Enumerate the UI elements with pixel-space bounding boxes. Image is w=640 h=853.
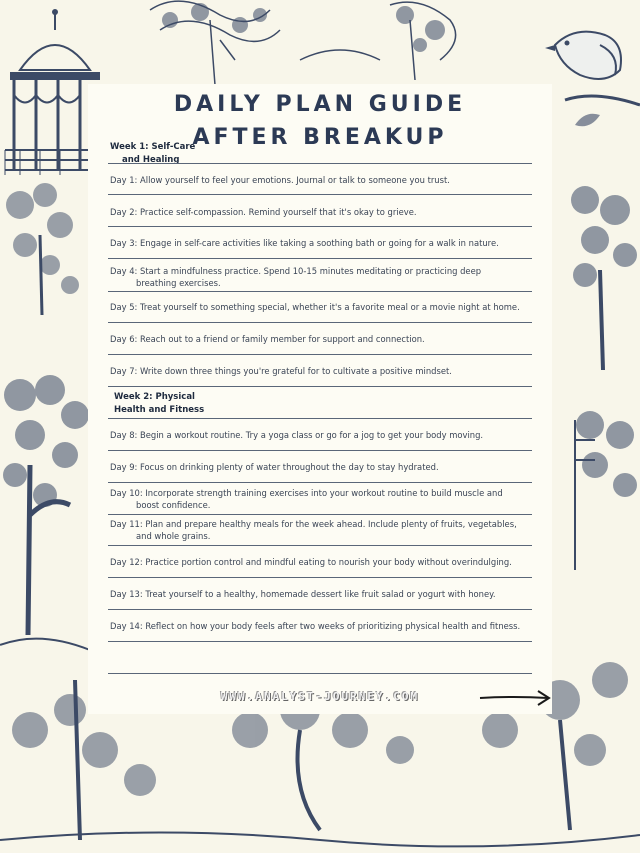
day-item: Day 9: Focus on drinking plenty of water throughout the day to stay hydrated. <box>110 462 439 472</box>
tree-left-top-illustration <box>0 175 90 325</box>
divider <box>108 482 532 483</box>
day-item: Day 13: Treat yourself to a healthy, homemade dessert like fruit salad or yogurt with honey. <box>110 589 496 599</box>
watermark: WWW.ANALYST-JOURNEY.COM <box>220 690 420 703</box>
divider <box>108 194 532 195</box>
divider <box>108 418 532 419</box>
day-item: Day 5: Treat yourself to something special, whether it's a favorite meal or a movie night at home. <box>110 302 520 312</box>
tree-left-middle-illustration <box>0 365 95 665</box>
page-title-line1: DAILY PLAN GUIDE <box>173 92 467 117</box>
divider <box>108 641 532 642</box>
day-item-text: Day 10: Incorporate strength training exercises into your workout routine to build muscle and <box>110 488 503 498</box>
day-item-text: Day 4: Start a mindfulness practice. Spend 10-15 minutes meditating or practicing deep <box>110 266 482 276</box>
tree-top-center-illustration <box>140 0 470 90</box>
week1-heading-line2: and Healing <box>122 155 180 165</box>
divider <box>108 322 532 323</box>
tree-right-top-illustration <box>565 180 640 380</box>
week2-heading-line2: Health and Fitness <box>114 405 205 415</box>
day-item <box>110 518 528 542</box>
week1-heading-line1: Week 1: Self-Care <box>110 142 196 152</box>
day-item: Day 14: Reflect on how your body feels after two weeks of prioritizing physical health and fitness. <box>110 621 521 631</box>
day-item <box>110 265 528 289</box>
divider <box>108 514 532 515</box>
day-item <box>110 487 528 511</box>
divider <box>108 545 532 546</box>
tree-right-middle-illustration <box>565 400 640 580</box>
day-item: Day 1: Allow yourself to feel your emotions. Journal or talk to someone you trust. <box>110 175 450 185</box>
day-item: Day 12: Practice portion control and mindful eating to nourish your body without overindulging. <box>110 557 512 567</box>
day-item-cont: boost confidence. <box>136 500 211 510</box>
divider <box>108 291 532 292</box>
day-item: Day 8: Begin a workout routine. Try a yoga class or go for a jog to get your body moving. <box>110 430 484 440</box>
divider <box>108 609 532 610</box>
page-title-line2: AFTER BREAKUP <box>192 125 448 150</box>
divider <box>108 163 532 164</box>
divider <box>108 450 532 451</box>
divider <box>108 577 532 578</box>
arrow-right-icon <box>478 688 553 713</box>
week2-heading-line1: Week 2: Physical <box>114 392 195 402</box>
day-item-cont: and whole grains. <box>136 531 211 541</box>
day-item: Day 6: Reach out to a friend or family member for support and connection. <box>110 334 425 344</box>
divider <box>108 258 532 259</box>
day-item: Day 2: Practice self-compassion. Remind yourself that it's okay to grieve. <box>110 207 417 217</box>
divider <box>108 386 532 387</box>
divider <box>108 673 532 674</box>
day-item-text: Day 11: Plan and prepare healthy meals for the week ahead. Include plenty of fruits, vegetables, <box>110 519 517 529</box>
divider <box>108 354 532 355</box>
day-item-cont: breathing exercises. <box>136 278 221 288</box>
divider <box>108 226 532 227</box>
bird-on-branch-illustration <box>545 15 640 135</box>
week2-heading <box>114 391 204 417</box>
day-item: Day 3: Engage in self-care activities like taking a soothing bath or going for a walk in nature. <box>110 238 499 248</box>
day-item: Day 7: Write down three things you're grateful for to cultivate a positive mindset. <box>110 366 452 376</box>
